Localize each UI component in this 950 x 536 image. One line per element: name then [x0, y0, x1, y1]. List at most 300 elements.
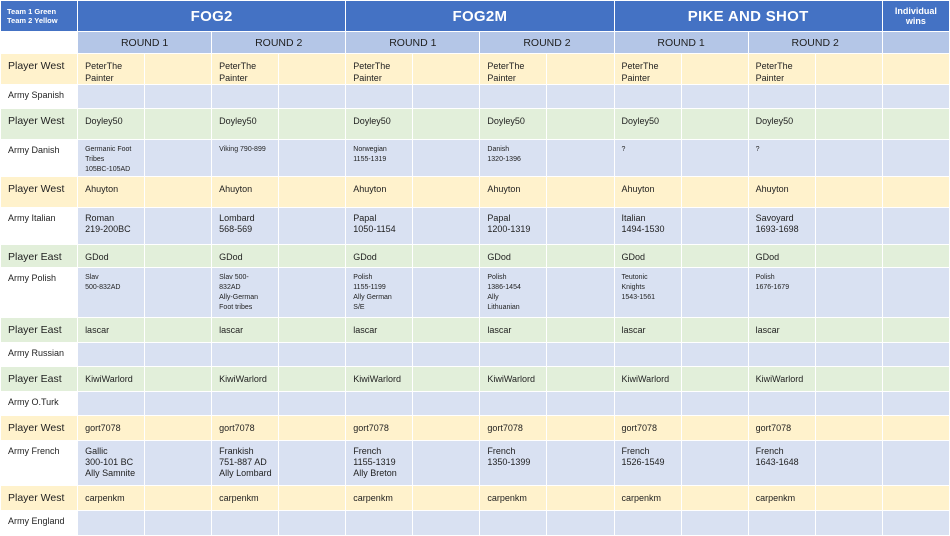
empty-cell	[279, 343, 346, 367]
cell-line: Ally German	[353, 294, 392, 301]
empty-cell	[681, 177, 748, 208]
cell-line: GDod	[85, 252, 109, 262]
empty-cell	[413, 392, 480, 416]
player-cell	[480, 486, 547, 511]
empty-cell	[279, 416, 346, 441]
cell-line: 1386-1454	[487, 284, 521, 291]
empty-cell	[681, 392, 748, 416]
individual-wins-cell	[882, 441, 949, 486]
cell-line: Papal	[353, 213, 377, 223]
cell-line: GDod	[219, 252, 243, 262]
individual-wins-cell	[882, 318, 949, 343]
army-cell	[748, 140, 815, 177]
empty-cell	[815, 85, 882, 109]
army-row	[1, 85, 950, 109]
empty-cell	[145, 416, 212, 441]
empty-cell	[547, 392, 614, 416]
army-cell	[480, 343, 547, 367]
cell-line: Painter	[755, 73, 785, 83]
army-cell	[212, 268, 279, 318]
cell-line: gort7078	[621, 423, 658, 433]
empty-cell	[145, 367, 212, 392]
cell-line: Ally	[487, 294, 499, 301]
army-cell	[614, 392, 681, 416]
player-cell	[480, 367, 547, 392]
empty-cell	[279, 140, 346, 177]
cell-line: 1526-1549	[621, 457, 665, 467]
player-cell	[78, 416, 145, 441]
army-cell	[78, 85, 145, 109]
empty-cell	[413, 177, 480, 208]
cell-line: Danish	[487, 146, 510, 153]
cell-line: Doyley50	[487, 116, 525, 126]
cell-line: GDod	[353, 252, 377, 262]
empty-cell	[681, 140, 748, 177]
player-cell	[212, 318, 279, 343]
empty-cell	[547, 268, 614, 318]
cell-line: Ally Breton	[353, 468, 397, 478]
round-header: ROUND 1	[78, 32, 212, 54]
cell-line: Polish	[487, 274, 507, 281]
army-cell	[614, 85, 681, 109]
cell-line: 1050-1154	[353, 224, 396, 234]
player-cell	[212, 177, 279, 208]
team1-legend: Team 1 Green	[7, 7, 57, 16]
game-header-pike-and-shot: PIKE AND SHOT	[614, 1, 882, 32]
empty-cell	[547, 318, 614, 343]
army-cell	[346, 511, 413, 536]
empty-cell	[815, 177, 882, 208]
empty-cell	[681, 486, 748, 511]
individual-wins-cell	[882, 245, 949, 268]
army-cell	[748, 85, 815, 109]
cell-line: Painter	[487, 73, 516, 83]
cell-line: KiwiWarlord	[353, 374, 401, 384]
cell-line: GDod	[487, 252, 511, 262]
empty-cell	[815, 208, 882, 245]
empty-cell	[681, 511, 748, 536]
empty-cell	[547, 416, 614, 441]
army-cell	[614, 208, 681, 245]
player-row	[1, 54, 950, 85]
cell-line: 568-569	[219, 224, 253, 234]
empty-cell	[413, 245, 480, 268]
player-cell	[748, 318, 815, 343]
army-label: Army Russian	[1, 343, 78, 367]
player-cell	[346, 416, 413, 441]
player-cell	[212, 245, 279, 268]
army-cell	[346, 140, 413, 177]
army-cell	[346, 208, 413, 245]
army-row	[1, 511, 950, 536]
empty-cell	[413, 85, 480, 109]
army-cell	[480, 441, 547, 486]
player-row	[1, 367, 950, 392]
empty-cell	[413, 343, 480, 367]
individual-wins-cell	[882, 367, 949, 392]
empty-cell	[681, 109, 748, 140]
empty-cell	[547, 208, 614, 245]
army-cell	[748, 392, 815, 416]
cell-line: carpenkm	[621, 493, 662, 503]
army-cell	[212, 140, 279, 177]
empty-cell	[681, 268, 748, 318]
army-cell	[748, 343, 815, 367]
army-cell	[614, 441, 681, 486]
cell-line: PeterThe	[219, 61, 257, 71]
player-cell	[346, 318, 413, 343]
cell-line: 105BC-105AD	[85, 166, 131, 173]
player-cell	[346, 245, 413, 268]
army-cell	[78, 208, 145, 245]
player-cell	[480, 54, 547, 85]
army-label: Army Spanish	[1, 85, 78, 109]
army-cell	[346, 441, 413, 486]
player-cell	[748, 177, 815, 208]
empty-cell	[547, 367, 614, 392]
empty-cell	[547, 343, 614, 367]
cell-line: ?	[621, 146, 626, 153]
individual-wins-cell	[882, 486, 949, 511]
cell-line: carpenkm	[755, 493, 796, 503]
individual-wins-cell	[882, 109, 949, 140]
individual-wins-cell	[882, 416, 949, 441]
cell-line: French	[621, 446, 650, 456]
game-header-fog2: FOG2	[78, 1, 346, 32]
army-label: Army Italian	[1, 208, 78, 245]
player-cell	[78, 177, 145, 208]
player-cell	[212, 367, 279, 392]
cell-line: lascar	[219, 325, 244, 335]
empty-cell	[279, 392, 346, 416]
cell-line: KiwiWarlord	[755, 374, 804, 384]
cell-line: Ally-German	[219, 294, 259, 301]
army-cell	[212, 392, 279, 416]
cell-line: Ahuyton	[219, 184, 253, 194]
army-cell	[748, 268, 815, 318]
empty-cell	[279, 208, 346, 245]
army-row	[1, 208, 950, 245]
cell-line: 219-200BC	[85, 224, 131, 234]
cell-line: Ahuyton	[85, 184, 119, 194]
player-cell	[480, 177, 547, 208]
cell-line: 1643-1648	[755, 457, 799, 467]
player-cell	[212, 486, 279, 511]
empty-cell	[547, 85, 614, 109]
empty-cell	[815, 486, 882, 511]
player-label: Player West	[1, 416, 78, 441]
cell-line: 1350-1399	[487, 457, 531, 467]
player-cell	[346, 109, 413, 140]
team2-legend: Team 2 Yellow	[7, 16, 58, 25]
empty-cell	[547, 177, 614, 208]
cell-line: ?	[755, 146, 760, 153]
cell-line: Lombard	[219, 213, 255, 223]
empty-cell	[815, 441, 882, 486]
empty-cell	[815, 392, 882, 416]
individual-wins-cell	[882, 392, 949, 416]
empty-cell	[279, 54, 346, 85]
cell-line: GDod	[755, 252, 780, 262]
player-cell	[212, 416, 279, 441]
empty-cell	[279, 318, 346, 343]
army-cell	[78, 343, 145, 367]
cell-line: 832AD	[219, 284, 241, 291]
cell-line: PeterThe	[755, 61, 793, 71]
empty-cell	[413, 416, 480, 441]
empty-cell	[681, 318, 748, 343]
army-cell	[480, 208, 547, 245]
empty-cell	[145, 208, 212, 245]
empty-cell	[279, 441, 346, 486]
player-cell	[614, 177, 681, 208]
player-cell	[78, 318, 145, 343]
empty-cell	[279, 109, 346, 140]
cell-line: 1155-1319	[353, 457, 396, 467]
player-cell	[614, 54, 681, 85]
army-cell	[78, 441, 145, 486]
cell-line: Frankish	[219, 446, 254, 456]
cell-line: Doyley50	[85, 116, 123, 126]
army-cell	[212, 511, 279, 536]
cell-line: lascar	[487, 325, 512, 335]
army-cell	[346, 268, 413, 318]
empty-cell	[279, 511, 346, 536]
empty-cell	[815, 343, 882, 367]
empty-cell	[279, 177, 346, 208]
cell-line: Foot tribes	[219, 304, 253, 311]
individual-wins-cell	[882, 85, 949, 109]
empty-cell	[145, 318, 212, 343]
army-label: Army England	[1, 511, 78, 536]
cell-line: KiwiWarlord	[85, 374, 133, 384]
player-cell	[614, 109, 681, 140]
army-cell	[480, 511, 547, 536]
army-cell	[480, 85, 547, 109]
cell-line: Polish	[755, 274, 775, 281]
header-row-games	[1, 1, 950, 32]
player-cell	[748, 416, 815, 441]
player-cell	[346, 486, 413, 511]
cell-line: S/E	[353, 304, 365, 311]
player-cell	[480, 245, 547, 268]
cell-line: 751-887 AD	[219, 457, 267, 467]
empty-cell	[145, 140, 212, 177]
individual-wins-cell	[882, 140, 949, 177]
player-cell	[480, 416, 547, 441]
cell-line: Painter	[219, 73, 248, 83]
individual-wins-cell	[882, 54, 949, 85]
army-cell	[212, 208, 279, 245]
cell-line: Doyley50	[755, 116, 794, 126]
empty-cell	[547, 140, 614, 177]
cell-line: French	[353, 446, 382, 456]
player-cell	[614, 416, 681, 441]
cell-line: Roman	[85, 213, 115, 223]
army-cell	[346, 85, 413, 109]
army-row	[1, 268, 950, 318]
player-cell	[748, 245, 815, 268]
army-cell	[78, 511, 145, 536]
player-label: Player West	[1, 54, 78, 85]
army-row	[1, 392, 950, 416]
empty-cell	[815, 245, 882, 268]
empty-cell	[815, 318, 882, 343]
cell-line: carpenkm	[85, 493, 125, 503]
player-row	[1, 245, 950, 268]
empty-cell	[815, 268, 882, 318]
team-legend	[1, 1, 78, 32]
army-cell	[212, 343, 279, 367]
player-cell	[480, 318, 547, 343]
player-cell	[78, 245, 145, 268]
army-cell	[78, 140, 145, 177]
cell-line: 1494-1530	[621, 224, 665, 234]
cell-line: lascar	[755, 325, 780, 335]
empty-cell	[413, 486, 480, 511]
empty-cell	[681, 416, 748, 441]
empty-cell	[815, 109, 882, 140]
cell-line: gort7078	[353, 423, 389, 433]
player-cell	[346, 54, 413, 85]
empty-cell	[681, 85, 748, 109]
cell-line: 1320-1396	[487, 156, 521, 163]
army-cell	[614, 140, 681, 177]
cell-line: carpenkm	[219, 493, 259, 503]
cell-line: Gallic	[85, 446, 108, 456]
player-row	[1, 177, 950, 208]
cell-line: GDod	[621, 252, 646, 262]
cell-line: Slav 500-	[219, 274, 249, 281]
round-header: ROUND 1	[346, 32, 480, 54]
player-label: Player West	[1, 486, 78, 511]
empty-cell	[681, 343, 748, 367]
cell-line: Viking 790-899	[219, 146, 266, 153]
cell-line: 1155-1319	[353, 156, 387, 163]
empty-cell	[279, 85, 346, 109]
cell-line: 1200-1319	[487, 224, 531, 234]
empty-cell	[279, 486, 346, 511]
player-label: Player East	[1, 318, 78, 343]
player-row	[1, 109, 950, 140]
army-cell	[480, 268, 547, 318]
cell-line: Tribes	[85, 156, 105, 163]
cell-line: gort7078	[85, 423, 121, 433]
cell-line: Lithuanian	[487, 304, 520, 311]
cell-line: KiwiWarlord	[487, 374, 536, 384]
empty-cell	[815, 367, 882, 392]
empty-cell	[413, 208, 480, 245]
empty-cell	[413, 318, 480, 343]
empty-cell	[413, 441, 480, 486]
cell-line: Ahuyton	[621, 184, 655, 194]
cell-line: Doyley50	[621, 116, 660, 126]
empty-cell	[145, 441, 212, 486]
player-row	[1, 486, 950, 511]
cell-line: carpenkm	[487, 493, 527, 503]
army-label: Army Danish	[1, 140, 78, 177]
army-label: Army French	[1, 441, 78, 486]
empty-cell	[145, 343, 212, 367]
cell-line: lascar	[85, 325, 110, 335]
empty-cell	[145, 245, 212, 268]
cell-line: carpenkm	[353, 493, 393, 503]
cell-line: Painter	[85, 73, 114, 83]
cell-line: KiwiWarlord	[219, 374, 267, 384]
empty-cell	[815, 511, 882, 536]
empty-cell	[145, 177, 212, 208]
player-label: Player East	[1, 245, 78, 268]
empty-cell	[815, 140, 882, 177]
army-cell	[78, 392, 145, 416]
player-cell	[614, 245, 681, 268]
empty-cell	[413, 54, 480, 85]
round-header: ROUND 2	[748, 32, 882, 54]
army-row	[1, 343, 950, 367]
player-cell	[614, 367, 681, 392]
cell-line: French	[487, 446, 516, 456]
empty-cell	[681, 208, 748, 245]
individual-wins-header: Individual wins	[882, 1, 949, 32]
empty-cell	[279, 367, 346, 392]
army-cell	[212, 441, 279, 486]
cell-line: French	[755, 446, 784, 456]
player-cell	[748, 486, 815, 511]
cell-line: Doyley50	[219, 116, 257, 126]
player-cell	[748, 54, 815, 85]
army-label: Army Polish	[1, 268, 78, 318]
cell-line: Slav	[85, 274, 99, 281]
empty-cell	[413, 367, 480, 392]
round-header: ROUND 1	[614, 32, 748, 54]
individual-wins-cell	[882, 511, 949, 536]
cell-line: Ally Lombard	[219, 468, 272, 478]
empty-cell	[145, 511, 212, 536]
empty-cell	[145, 268, 212, 318]
empty-cell	[413, 140, 480, 177]
player-cell	[748, 109, 815, 140]
player-cell	[748, 367, 815, 392]
player-cell	[346, 177, 413, 208]
cell-line: gort7078	[487, 423, 523, 433]
cell-line: 1543-1561	[621, 294, 655, 301]
army-cell	[480, 392, 547, 416]
player-cell	[78, 486, 145, 511]
cell-line: 1155-1199	[353, 284, 386, 291]
empty-cell	[145, 109, 212, 140]
army-label: Army O.Turk	[1, 392, 78, 416]
cell-line: 300-101 BC	[85, 457, 134, 467]
empty-cell	[413, 511, 480, 536]
round-header: ROUND 2	[212, 32, 346, 54]
cell-line: Norwegian	[353, 146, 387, 153]
cell-line: PeterThe	[621, 61, 659, 71]
cell-line: Ahuyton	[353, 184, 387, 194]
empty-cell	[145, 85, 212, 109]
individual-wins-cell	[882, 208, 949, 245]
empty-cell	[547, 511, 614, 536]
player-cell	[346, 367, 413, 392]
cell-line: Painter	[353, 73, 382, 83]
army-row	[1, 441, 950, 486]
individual-wins-cell	[882, 177, 949, 208]
empty-cell	[145, 54, 212, 85]
individual-wins-cell	[882, 268, 949, 318]
player-label: Player West	[1, 177, 78, 208]
cell-line: gort7078	[219, 423, 255, 433]
player-cell	[212, 109, 279, 140]
army-cell	[748, 511, 815, 536]
